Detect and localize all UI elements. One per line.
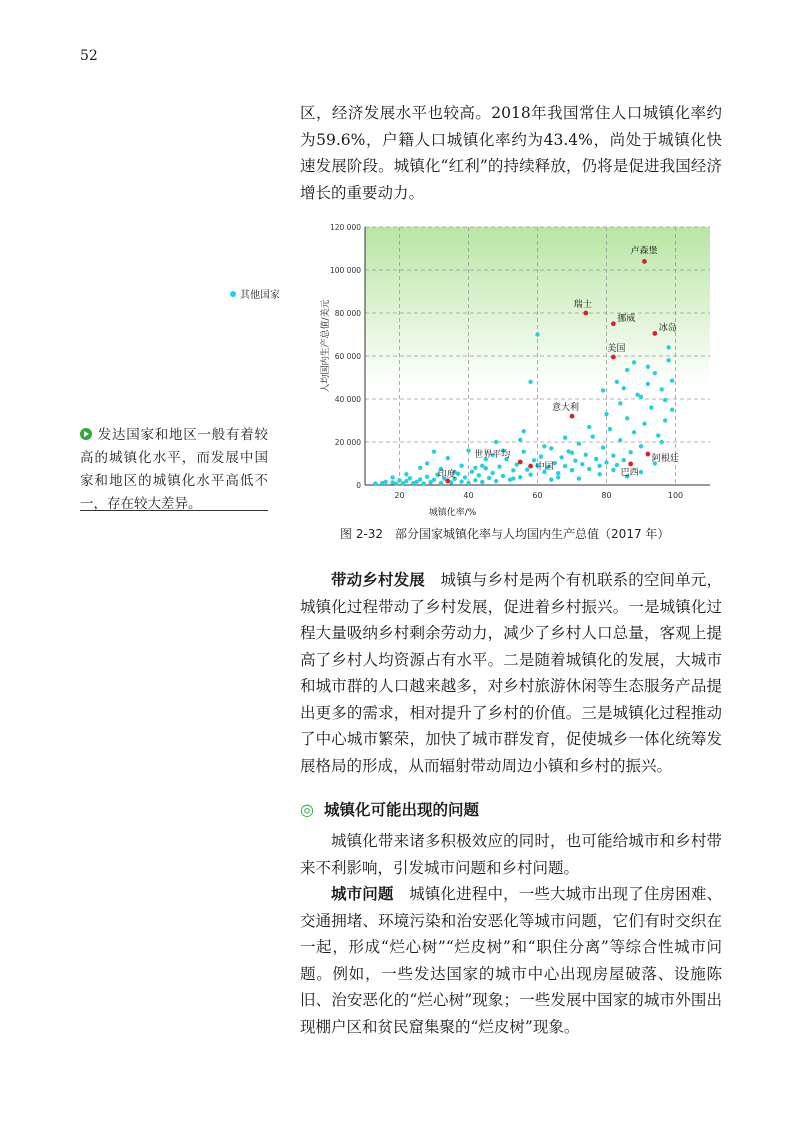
data-point-other <box>425 461 429 465</box>
data-point-other <box>497 465 501 469</box>
data-point-other <box>646 382 650 386</box>
data-point-other <box>459 463 463 467</box>
data-point-other <box>535 332 539 336</box>
bullseye-icon: ◎ <box>300 800 314 819</box>
data-point-other <box>463 475 467 479</box>
data-point-other <box>584 452 588 456</box>
y-tick-label: 20 000 <box>334 438 361 447</box>
data-point-other <box>556 471 560 475</box>
data-point-label: 意大利 <box>552 403 580 414</box>
data-point-other <box>528 380 532 384</box>
x-tick-label: 100 <box>667 491 684 500</box>
data-point-other <box>666 358 670 362</box>
data-point-other <box>628 450 632 454</box>
data-point-other <box>394 482 398 486</box>
data-point-other <box>432 449 436 453</box>
data-point-highlight <box>611 321 616 326</box>
data-point-other <box>618 438 622 442</box>
intro-paragraph: 区，经济发展水平也较高。2018年我国常住人口城镇化率约为59.6%，户籍人口城镇化率约为43.4%，尚处于城镇化快速发展阶段。城镇化“红利”的持续释放，仍将是促进我国经济增长的重要动力。 <box>300 104 722 202</box>
data-point-other <box>425 475 429 479</box>
data-point-other <box>390 475 394 479</box>
x-tick-label: 20 <box>394 491 405 500</box>
data-point-other <box>466 481 470 485</box>
data-point-other <box>397 478 401 482</box>
data-point-highlight <box>642 259 647 264</box>
data-point-other <box>666 345 670 349</box>
data-point-other <box>511 476 515 480</box>
data-point-other <box>604 460 608 464</box>
data-point-label: 巴西 <box>620 467 639 478</box>
data-point-label: 卢森堡 <box>630 246 658 257</box>
rural-lead: 带动乡村发展 <box>331 571 425 589</box>
data-point-other <box>632 430 636 434</box>
data-point-other <box>559 455 563 459</box>
y-tick-label: 100 000 <box>329 266 361 275</box>
data-point-other <box>639 444 643 448</box>
x-tick-label: 60 <box>532 491 543 500</box>
data-point-other <box>625 368 629 372</box>
data-point-other <box>404 472 408 476</box>
data-point-other <box>563 464 567 468</box>
data-point-other <box>670 379 674 383</box>
data-point-label: 阿根廷 <box>651 454 679 465</box>
section-heading <box>300 798 479 820</box>
data-point-label: 挪威 <box>617 313 636 324</box>
problems-paragraph: 城镇化带来诸多积极效应的同时，也可能给城市和乡村带来不利影响，引发城市问题和乡村问题。 <box>300 832 722 877</box>
data-point-other <box>542 444 546 448</box>
y-tick-label: 80 000 <box>334 309 361 318</box>
urban-lead: 城市问题 <box>331 885 394 903</box>
data-point-other <box>611 468 615 472</box>
data-point-other <box>656 433 660 437</box>
data-point-other <box>639 395 643 399</box>
data-point-other <box>418 477 422 481</box>
data-point-other <box>642 422 646 426</box>
data-point-other <box>518 475 522 479</box>
data-point-other <box>587 467 591 471</box>
data-point-other <box>632 360 636 364</box>
data-point-other <box>601 445 605 449</box>
data-point-other <box>597 464 601 468</box>
data-point-other <box>373 481 377 485</box>
data-point-other <box>470 469 474 473</box>
data-point-other <box>511 468 515 472</box>
data-point-highlight <box>652 331 657 336</box>
data-point-other <box>591 434 595 438</box>
x-axis-label: 城镇化率/% <box>428 508 477 518</box>
rural-text: 城镇与乡村是两个有机联系的空间单元，城镇化过程带动了乡村发展，促进着乡村振兴。一是城镇化过程大量吸纳乡村剩余劳动力，减少了乡村人口总量，客观上提高了乡村人均资源占有水平。二是随着城镇化的发展，大城市和城市群的人口越来越多，对乡村旅游休闲等生态服务产品提出更多的需求，相对提升了乡村的价值。三是城镇化过程推动了中心城市繁荣，加快了城市群发育，促使城乡一体化统筹发展格局的形成，从而辐射带动周边小镇和乡村的振兴。 <box>300 571 722 775</box>
data-point-other <box>622 458 626 462</box>
y-tick-label: 0 <box>356 481 361 490</box>
x-tick-label: 40 <box>463 491 474 500</box>
data-point-other <box>473 466 477 470</box>
data-point-other <box>594 457 598 461</box>
data-point-other <box>577 476 581 480</box>
rural-development-paragraph <box>300 567 722 779</box>
data-point-other <box>646 365 650 369</box>
data-point-other <box>480 463 484 467</box>
data-point-other <box>570 468 574 472</box>
data-point-other <box>563 436 567 440</box>
data-point-other <box>408 476 412 480</box>
urban-text: 城镇化进程中，一些大城市出现了住房困难、交通拥堵、环境污染和治安恶化等城市问题，它们有时交织在一起，形成“烂心树”“烂皮树”和“职住分离”等综合性城市问题。例如，一些发达国家的城市中心出现房屋破落、设施陈旧、治安恶化的“烂心树”现象；一些发展中国家的城市外围出现棚户区和贫民窟集聚的“烂皮树”现象。 <box>300 885 722 1036</box>
data-point-other <box>384 480 388 484</box>
data-point-other <box>570 451 574 455</box>
data-point-other <box>480 480 484 484</box>
data-point-other <box>601 388 605 392</box>
data-point-other <box>549 477 553 481</box>
data-point-highlight <box>611 355 616 360</box>
data-point-label: 印度 <box>437 469 456 480</box>
data-point-other <box>625 416 629 420</box>
data-point-other <box>615 463 619 467</box>
data-point-other <box>477 473 481 477</box>
page-number: 52 <box>80 48 98 64</box>
data-point-other <box>459 479 463 483</box>
sidenote-rule <box>80 510 268 511</box>
data-point-other <box>611 453 615 457</box>
data-point-label: 瑞士 <box>573 300 592 310</box>
data-point-other <box>615 380 619 384</box>
section-heading-text: 城镇化可能出现的问题 <box>323 801 479 819</box>
y-tick-label: 120 000 <box>329 223 361 232</box>
data-point-other <box>660 387 664 391</box>
data-point-other <box>604 412 608 416</box>
data-point-other <box>556 475 560 479</box>
y-tick-label: 60 000 <box>334 352 361 361</box>
data-point-other <box>587 425 591 429</box>
data-point-highlight <box>518 460 523 465</box>
data-point-other <box>501 474 505 478</box>
data-point-highlight <box>583 311 588 316</box>
data-point-highlight <box>628 462 633 467</box>
data-point-label: 中国 <box>535 462 554 473</box>
data-point-other <box>432 478 436 482</box>
data-point-other <box>663 398 667 402</box>
scatter-chart <box>230 215 730 520</box>
data-point-other <box>404 479 408 483</box>
data-point-other <box>663 418 667 422</box>
data-point-other <box>473 478 477 482</box>
data-point-other <box>670 408 674 412</box>
data-point-other <box>639 470 643 474</box>
data-point-highlight <box>646 452 651 457</box>
data-point-other <box>653 371 657 375</box>
data-point-other <box>418 466 422 470</box>
data-point-other <box>494 479 498 483</box>
data-point-highlight <box>528 464 533 469</box>
data-point-other <box>597 472 601 476</box>
x-tick-label: 80 <box>601 491 612 500</box>
data-point-other <box>518 438 522 442</box>
data-point-other <box>608 427 612 431</box>
data-point-other <box>539 454 543 458</box>
data-point-other <box>525 467 529 471</box>
urban-problems-paragraph <box>300 881 722 1040</box>
data-point-highlight <box>570 414 575 419</box>
figure-caption: 图 2-32 部分国家城镇化率与人均国内生产总值（2017 年） <box>340 527 670 541</box>
data-point-other <box>466 448 470 452</box>
data-point-label: 美国 <box>607 344 626 355</box>
data-point-other <box>494 440 498 444</box>
data-point-label: 世界平均 <box>474 449 511 460</box>
data-point-other <box>649 405 653 409</box>
legend-label: 其他国家 <box>240 290 280 301</box>
data-point-other <box>522 429 526 433</box>
data-point-other <box>522 449 526 453</box>
data-point-other <box>577 442 581 446</box>
y-tick-label: 40 000 <box>334 395 361 404</box>
data-point-other <box>622 386 626 390</box>
sidenote-text: 发达国家和地区一般有着较高的城镇化水平，而发展中国家和地区的城镇化水平高低不一，存在较大差异。 <box>80 427 268 512</box>
data-point-other <box>487 476 491 480</box>
data-point-other <box>618 401 622 405</box>
data-point-label: 冰岛 <box>658 323 677 334</box>
data-point-other <box>580 462 584 466</box>
data-point-other <box>490 471 494 475</box>
data-point-other <box>660 440 664 444</box>
data-point-other <box>528 472 532 476</box>
data-point-other <box>421 481 425 485</box>
y-axis-label: 人均国内生产总值/美元 <box>321 299 331 393</box>
data-point-other <box>446 456 450 460</box>
play-note-icon <box>80 428 92 440</box>
data-point-other <box>439 481 443 485</box>
data-point-other <box>573 459 577 463</box>
data-point-other <box>549 446 553 450</box>
sidenote <box>80 424 268 516</box>
